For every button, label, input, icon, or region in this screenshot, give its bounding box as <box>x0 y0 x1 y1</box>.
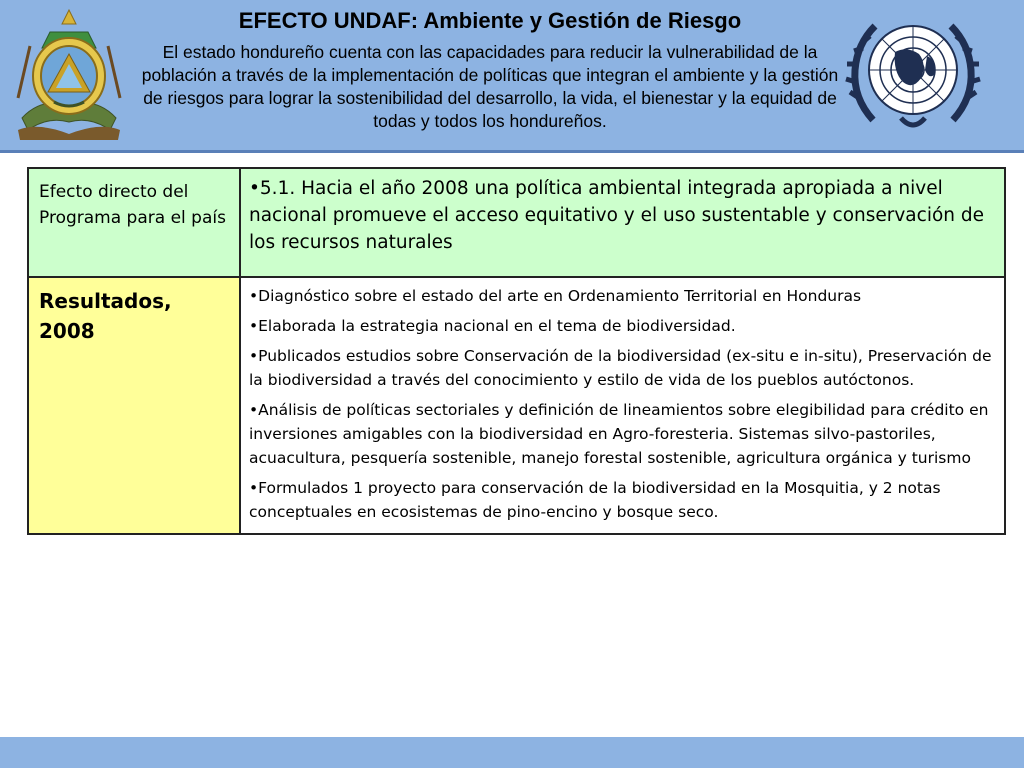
list-item: •Publicados estudios sobre Conservación de la biodiversidad (ex-situ e in-situ), Preservación de la biodiversidad a través del conocimiento y estilo de vida de los pueblos autóctonos. <box>249 347 992 389</box>
page-subtitle: El estado hondureño cuenta con las capacidades para reducir la vulnerabilidad de la población a través de la implementación de políticas que integran el ambiente y la gestión de riesgos para lograr la sostenibilidad del desarrollo, la vida, el bienestar y la equidad de todas y todos los hondureños. <box>141 42 839 131</box>
list-item: •Análisis de políticas sectoriales y definición de lineamientos sobre elegibilidad para crédito en inversiones amigables con la biodiversidad en Agro-foresteria. Sistemas silvo-pastoriles, acuacultura, pesquería sostenible, manejo forestal sostenible, agricultura orgánica y turismo <box>249 401 989 467</box>
table-row <box>28 168 1005 277</box>
row-label-resultados: Resultados, 2008 <box>28 277 240 534</box>
row-content-efecto: •5.1. Hacia el año 2008 una política ambiental integrada apropiada a nivel nacional promueve el acceso equitativo y el uso sustentable y conservación de los recursos naturales <box>240 168 1005 277</box>
united-nations-emblem-icon <box>843 8 983 143</box>
header-divider <box>0 150 1024 153</box>
row-label-efecto: Efecto directo del Programa para el país <box>28 168 240 277</box>
table-row <box>28 277 1005 534</box>
footer-band <box>0 737 1024 768</box>
results-table <box>27 167 1006 535</box>
list-item: •Diagnóstico sobre el estado del arte en Ordenamiento Territorial en Honduras <box>249 287 862 305</box>
list-item: •Formulados 1 proyecto para conservación de la biodiversidad en la Mosquitia, y 2 notas conceptuales en ecosistemas de pino-encino y bosque seco. <box>249 479 941 521</box>
list-item: •Elaborada la estrategia nacional en el tema de biodiversidad. <box>249 317 736 335</box>
honduras-coat-of-arms-icon <box>10 6 128 146</box>
row-content-resultados <box>240 277 1005 534</box>
page-title: EFECTO UNDAF: Ambiente y Gestión de Riesgo <box>238 8 742 33</box>
